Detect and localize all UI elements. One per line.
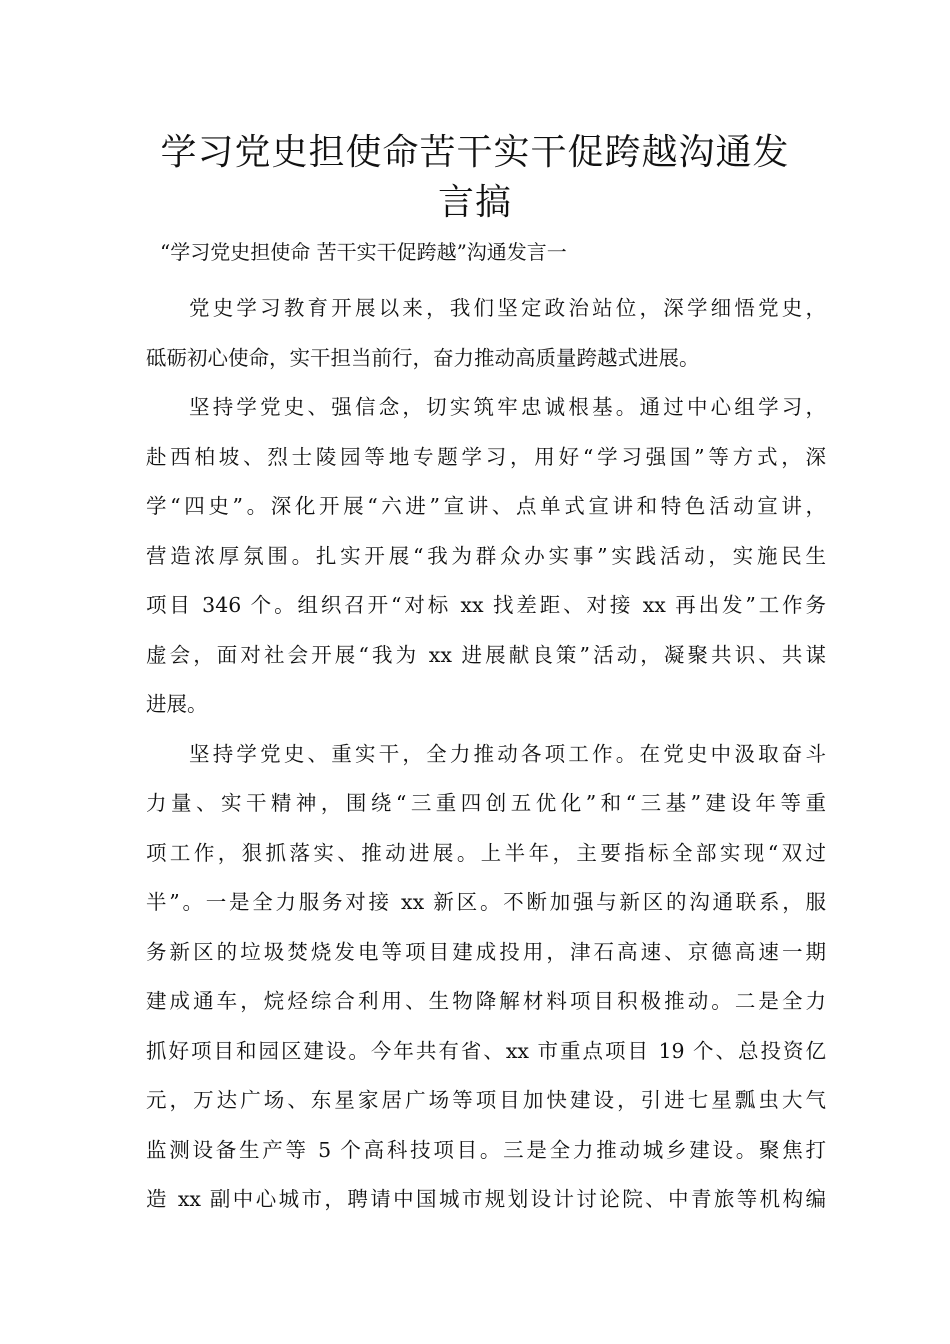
document-title: [120, 128, 830, 228]
text-line: 力量、实干精神，围绕“三重四创五优化”和“三基”建设年等重: [146, 791, 826, 815]
text-line: 进展。: [146, 692, 208, 716]
paragraph-3: [146, 730, 826, 1225]
paragraph-2: [146, 383, 826, 730]
text-line: 赴西柏坡、烈士陵园等地专题学习，用好“学习强国”等方式，深: [146, 444, 826, 469]
text-line: 建成通车，烷烃综合利用、生物降解材料项目积极推动。二是全力: [146, 989, 826, 1013]
paragraph-1: [146, 284, 826, 383]
text-line: 造 xx 副中心城市，聘请中国城市规划设计讨论院、中青旅等机构编: [146, 1187, 826, 1211]
document-body: [146, 284, 826, 1225]
title-line-2: 言搞: [437, 182, 512, 223]
text-line: 监测设备生产等 5 个高科技项目。三是全力推动城乡建设。聚焦打: [146, 1137, 826, 1162]
text-line: 坚持学党史、强信念，切实筑牢忠诚根基。通过中心组学习，: [189, 395, 826, 419]
text-line: 学“四史”。深化开展“六进”宣讲、点单式宣讲和特色活动宣讲，: [146, 494, 826, 518]
document-subtitle: “学习党史担使命 苦干实干促跨越”沟通发言一: [160, 240, 567, 264]
text-line: 抓好项目和园区建设。今年共有省、xx 市重点项目 19 个、总投资亿: [146, 1038, 826, 1063]
text-line: 项目 346 个。组织召开“对标 xx 找差距、对接 xx 再出发”工作务: [146, 593, 826, 617]
text-line: 务新区的垃圾焚烧发电等项目建成投用，津石高速、京德高速一期: [146, 939, 826, 964]
text-line: 党史学习教育开展以来，我们坚定政治站位，深学细悟党史，: [189, 296, 826, 320]
text-line: 营造浓厚氛围。扎实开展“我为群众办实事”实践活动，实施民生: [146, 543, 826, 568]
text-line: 元，万达广场、东星家居广场等项目加快建设，引进七星瓢虫大气: [146, 1088, 826, 1112]
text-line: 坚持学党史、重实干，全力推动各项工作。在党史中汲取奋斗: [189, 741, 826, 766]
text-line: 虚会，面对社会开展“我为 xx 进展献良策”活动，凝聚共识、共谋: [146, 642, 826, 667]
text-line: 半”。一是全力服务对接 xx 新区。不断加强与新区的沟通联系，服: [146, 890, 826, 914]
title-line-1: 学习党史担使命苦干实干促跨越沟通发: [160, 132, 790, 173]
text-line: 项工作，狠抓落实、推动进展。上半年，主要指标全部实现“双过: [146, 840, 826, 865]
text-line: 砥砺初心使命，实干担当前行，奋力推动高质量跨越式进展。: [146, 345, 700, 370]
